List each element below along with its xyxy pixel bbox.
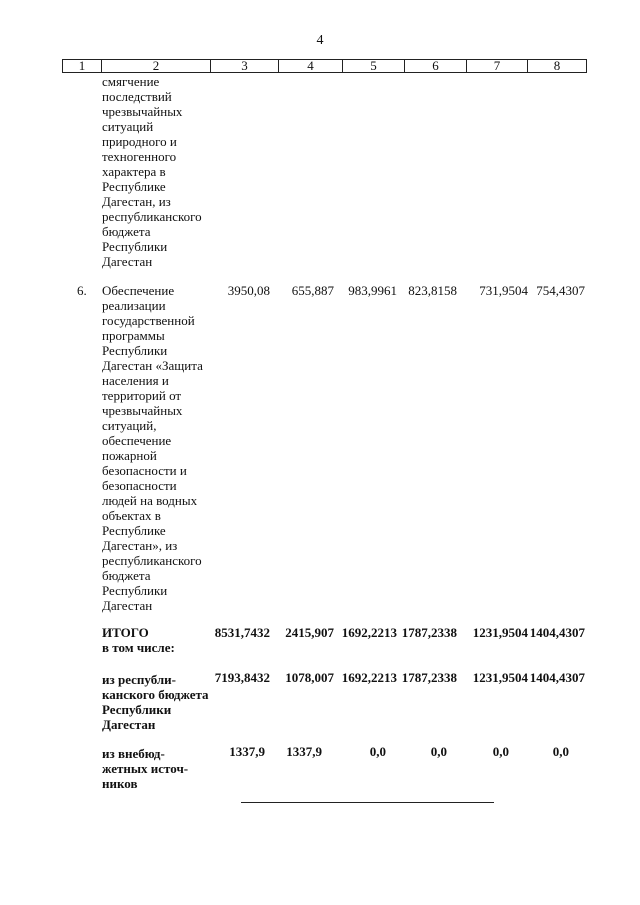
description-line: реализации [102, 298, 166, 313]
description-line: последствий [102, 89, 172, 104]
row6-value-col8: 754,4307 [536, 283, 585, 298]
republican-budget-value-col8: 1404,4307 [529, 670, 585, 685]
description-line: ситуаций, [102, 418, 157, 433]
extra-budgetary-label [102, 746, 210, 791]
description-line: чрезвычайных [102, 104, 183, 119]
total-value-col6: 1787,2338 [401, 625, 457, 640]
description-line: Республике [102, 523, 166, 538]
description-line: бюджета [102, 224, 151, 239]
description-line: бюджета [102, 568, 151, 583]
closing-line [241, 802, 494, 803]
continued-row-description [102, 74, 210, 269]
description-line: Обеспечение [102, 283, 175, 298]
row6-value-col3: 3950,08 [227, 283, 270, 298]
extra-budgetary-value-col5: 0,0 [369, 744, 386, 759]
label-line: канского бюджета [102, 687, 209, 702]
description-line: Дагестан», из [102, 538, 178, 553]
row6-value-col6: 823,8158 [408, 283, 457, 298]
total-label [102, 625, 210, 655]
description-line: населения и [102, 373, 169, 388]
column-header-5: 5 [343, 60, 405, 72]
extra-budgetary-value-col4: 1337,9 [286, 744, 322, 759]
republican-budget-value-col3: 7193,8432 [214, 670, 270, 685]
description-line: Республике [102, 179, 166, 194]
republican-budget-value-col7: 1231,9504 [472, 670, 528, 685]
column-header-1: 1 [63, 60, 102, 72]
description-line: Дагестан «Защита [102, 358, 203, 373]
row6-value-col7: 731,9504 [479, 283, 528, 298]
description-line: объектах в [102, 508, 161, 523]
row6-value-col5: 983,9961 [348, 283, 397, 298]
column-header-6: 6 [405, 60, 467, 72]
description-line: смягчение [102, 74, 160, 89]
description-line: природного и [102, 134, 177, 149]
label-line: жетных источ- [102, 761, 189, 776]
description-line: Дагестан, из [102, 194, 171, 209]
description-line: республиканского [102, 553, 202, 568]
label-line: из республи- [102, 672, 177, 687]
description-line: Дагестан [102, 598, 153, 613]
column-header-4: 4 [279, 60, 343, 72]
republican-budget-label [102, 672, 210, 732]
extra-budgetary-value-col7: 0,0 [492, 744, 509, 759]
extra-budgetary-value-col6: 0,0 [430, 744, 447, 759]
description-line: ситуаций [102, 119, 154, 134]
description-line: техногенного [102, 149, 177, 164]
extra-budgetary-value-col3: 1337,9 [229, 744, 265, 759]
description-line: чрезвычайных [102, 403, 183, 418]
row-number: 6. [77, 283, 87, 298]
total-value-col3: 8531,7432 [214, 625, 270, 640]
label-line: Республики [102, 702, 172, 717]
total-value-col8: 1404,4307 [529, 625, 585, 640]
description-line: Республики [102, 239, 168, 254]
column-header-7: 7 [467, 60, 528, 72]
description-line: характера в [102, 164, 166, 179]
description-line: людей на водных [102, 493, 198, 508]
description-line: территорий от [102, 388, 182, 403]
description-line: безопасности и [102, 463, 187, 478]
description-line: пожарной [102, 448, 157, 463]
row6-description [102, 283, 210, 613]
column-header-3: 3 [211, 60, 279, 72]
description-line: государственной [102, 313, 195, 328]
republican-budget-value-col4: 1078,007 [285, 670, 334, 685]
description-line: программы [102, 328, 165, 343]
extra-budgetary-value-col8: 0,0 [552, 744, 569, 759]
republican-budget-value-col5: 1692,2213 [341, 670, 397, 685]
column-header-2: 2 [102, 60, 211, 72]
description-line: обеспечение [102, 433, 172, 448]
label-line: ИТОГО [102, 625, 149, 640]
total-value-col5: 1692,2213 [341, 625, 397, 640]
label-line: ников [102, 776, 138, 791]
page-number: 4 [316, 33, 324, 48]
total-value-col7: 1231,9504 [472, 625, 528, 640]
row6-value-col4: 655,887 [291, 283, 334, 298]
total-value-col4: 2415,907 [285, 625, 334, 640]
republican-budget-value-col6: 1787,2338 [401, 670, 457, 685]
description-line: Республики [102, 343, 168, 358]
description-line: Республики [102, 583, 168, 598]
label-line: Дагестан [102, 717, 156, 732]
description-line: республиканского [102, 209, 202, 224]
description-line: безопасности [102, 478, 177, 493]
column-header-8: 8 [553, 58, 561, 73]
table-header-row [62, 59, 587, 73]
label-line: в том числе: [102, 640, 175, 655]
label-line: из внебюд- [102, 746, 165, 761]
description-line: Дагестан [102, 254, 153, 269]
